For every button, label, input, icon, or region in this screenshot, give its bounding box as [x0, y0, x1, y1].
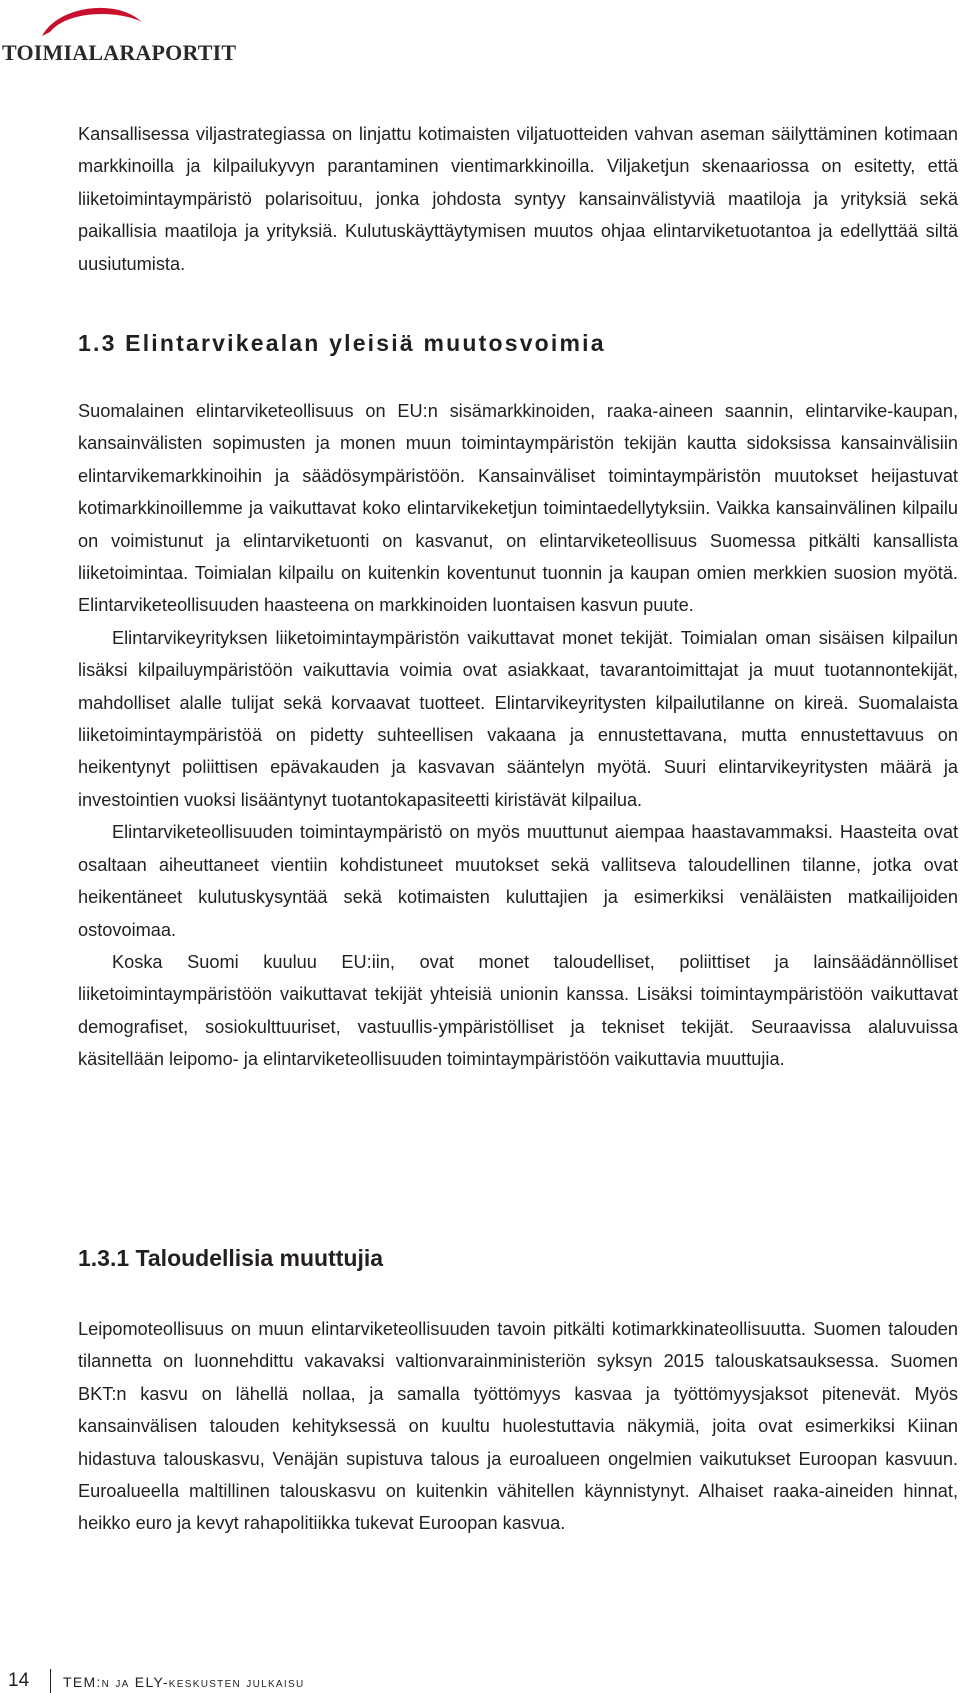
logo-text: TOIMIALARAPORTIT [2, 40, 237, 65]
subsection-body [78, 1313, 958, 1540]
section-paragraph: Elintarviketeollisuuden toimintaympäristö on myös muuttunut aiempaa haastavammaksi. Haasteita ovat osaltaan aiheuttaneet vientiin kohdistuneet muutokset sekä vallitseva taloudellinen tilanne, jotka ovat heikentäneet kulutuskysyntää sekä kotimaisten kuluttajien ja esimerkiksi venäläisten matkailijoiden ostovoimaa. [78, 822, 958, 940]
red-swoosh-logo-icon [38, 2, 148, 40]
section-body [78, 395, 958, 1076]
page-footer [0, 1670, 960, 1693]
subsection-heading: 1.3.1 Taloudellisia muuttujia [78, 1245, 384, 1271]
publication-logo [0, 0, 237, 80]
subsection-paragraph: Leipomoteollisuus on muun elintarviketeollisuuden tavoin pitkälti kotimarkkinateollisuutta. Suomen talouden tilannetta on luonnehdittu vakavaksi valtionvarainministeriön syksyn 2015 talouskatsauksessa. Suomen BKT:n kasvu on lähellä nollaa, ja samalla työttömyys kasvaa ja työttömyysjaksot pitenevät. Myös kansainvälisen talouden kehityksessä on kuultu huolestuttavia näkymiä, joita ovat esimerkiksi Kiinan hidastuva talouskasvu, Venäjän supistuva talous ja euroalueen ongelmien vaikutukset Euroopan kasvuun. Euroalueella maltillinen talouskasvu on kuitenkin vähitellen käynnistynyt. Alhaiset raaka-aineiden hinnat, heikko euro ja kevyt rahapolitiikka tukevat Euroopan kasvua. [78, 1319, 958, 1534]
footer-divider [50, 1669, 51, 1693]
section-heading: 1.3 Elintarvikealan yleisiä muutosvoimia [78, 330, 606, 356]
intro-paragraph: Kansallisessa viljastrategiassa on linjattu kotimaisten viljatuotteiden vahvan aseman säilyttäminen kotimaan markkinoilla ja kilpailukyvyn parantaminen vientimarkkinoilla. Viljaketjun skenaariossa on esitetty, että liiketoimintaympäristö polarisoituu, jonka johdosta syntyy kansainvälistyviä maatiloja ja yrityksiä sekä paikallisia maatiloja ja yrityksiä. Kulutuskäyttäytymisen muutos ohjaa elintarviketuotantoa ja edellyttää siltä uusiutumista. [78, 124, 958, 274]
section-paragraph: Koska Suomi kuuluu EU:iin, ovat monet taloudelliset, poliittiset ja lainsäädännölliset liiketoimintaympäristöön vaikuttavat tekijät yhteisiä unionin kanssa. Lisäksi toimintaympäristöön vaikuttavat demografiset, sosiokulttuuriset, vastuullis-ympäristölliset ja tekniset tekijät. Seuraavissa alaluvuissa käsitellään leipomo- ja elintarviketeollisuuden toimintaympäristöön vaikuttavia muuttujia. [78, 951, 958, 1070]
page-number: 14 [8, 1670, 30, 1691]
section-paragraph: Suomalainen elintarviketeollisuus on EU:n sisämarkkinoiden, raaka-aineen saannin, elintarvike-kaupan, kansainvälisten sopimusten ja monen muun toimintaympäristön tekijän kautta sidoksissa kansainvälisiin elintarvikemarkkinoihin ja säädösympäristöön. Kansainväliset toimintaympäristön muutokset heijastuvat kotimarkkinoillemme ja vaikuttavat koko elintarvikeketjun toimintaedellytyksiin. Vaikka kansainvälinen kilpailu on voimistunut ja elintarviketuonti on kasvanut, on elintarviketeollisuus Suomessa pitkälti kansallista liiketoimintaa. Toimialan kilpailu on kuitenkin koventunut tuonnin ja kaupan omien merkkien suosion myötä. Elintarviketeollisuuden haasteena on markkinoiden luontaisen kasvun puute. [78, 401, 958, 616]
section-paragraph: Elintarvikeyrityksen liiketoimintaympäristön vaikuttavat monet tekijät. Toimialan oman sisäisen kilpailun lisäksi kilpailuympäristöön vaikuttavia voimia ovat asiakkaat, tavarantoimittajat ja muut tuotannontekijät, mahdolliset alalle tulijat sekä korvaavat tuotteet. Elintarvikeyritysten kilpailutilanne on kireä. Suomalaista liiketoimintaympäristöä on pidetty suhteellisen vakaana ja ennustettavana, mutta ennustettavuus on heikentynyt poliittisen epävakauden ja kasvavan sääntelyn myötä. Suuri elintarvikeyritysten määrä ja investointien vuoksi lisääntynyt tuotantokapasiteetti kiristävät kilpailua. [78, 627, 958, 810]
intro-section [78, 118, 958, 280]
publication-label: TEM:n ja ELY-keskusten julkaisu [63, 1674, 305, 1690]
